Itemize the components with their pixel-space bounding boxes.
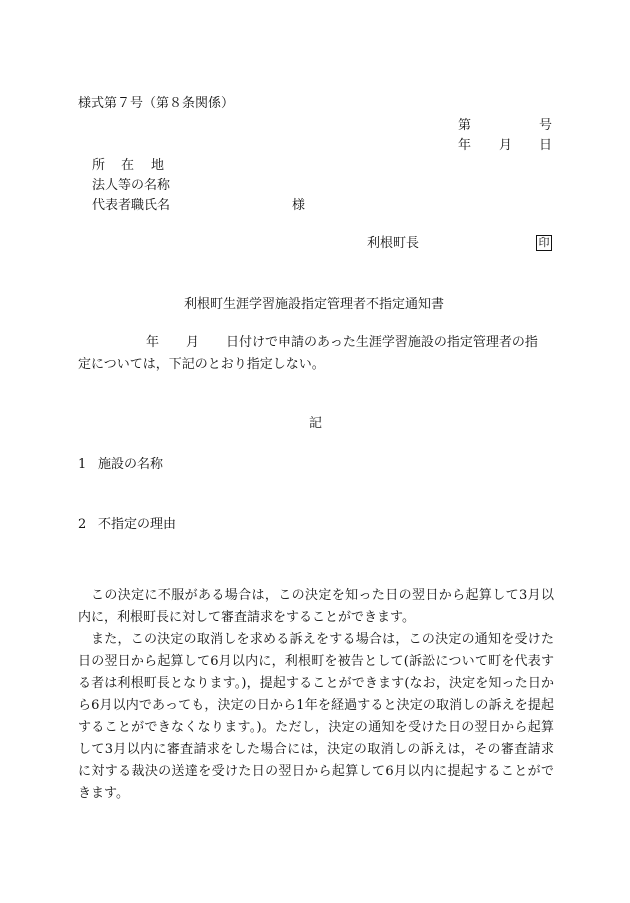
ki-heading: 記 (309, 416, 323, 431)
item-2-label: 不指定の理由 (98, 517, 177, 532)
intro-year: 年 (146, 335, 160, 350)
location-char-3: 地 (151, 158, 165, 173)
seal-mark: 印 (536, 235, 552, 251)
location-char-1: 所 (92, 158, 106, 173)
notice-paragraph-1: この決定に不服がある場合は，この決定を知った日の翌日から起算して3月以内に，利根町長に対して審査請求をすることができます。 (78, 588, 554, 625)
item-1-label: 施設の名称 (98, 457, 164, 472)
number-go: 号 (539, 118, 553, 133)
form-label: 様式第７号（第８条関係） (78, 96, 235, 111)
number-dai: 第 (458, 118, 472, 133)
corp-name-label: 法人等の名称 (92, 178, 171, 193)
date-day: 日 (539, 138, 553, 153)
intro-line2: 定については，下記のとおり指定しない。 (78, 357, 325, 372)
sama-label: 様 (292, 198, 306, 213)
date-month: 月 (499, 138, 513, 153)
item-1-number: 1 (78, 457, 87, 472)
rep-name-label: 代表者職氏名 (92, 198, 171, 213)
intro-line1-rest: 日付けで申請のあった生涯学習施設の指定管理者の指 (226, 335, 538, 350)
item-2-number: 2 (78, 517, 87, 532)
issuer-title: 利根町長 (367, 236, 420, 251)
date-year: 年 (458, 138, 472, 153)
document-title: 利根町生涯学習施設指定管理者不指定通知書 (184, 297, 445, 312)
location-char-2: 在 (121, 158, 135, 173)
notice-paragraph-2: また，この決定の取消しを求める訴えをする場合は，この決定の通知を受けた日の翌日から起算して6月以内に，利根町を被告として(訴訟について町を代表する者は利根町長となります。)，提起することができます(なお，決定を知った日から6月以内であっても，決定の日から1年を経過すると決定の取消しの訴えを提起することができなくなります。)。ただし，決定の通知を受けた日の翌日から起算して3月以内に審査請求をした場合には，決定の取消しの訴えは，その審査請求に対する裁決の送達を受けた日の翌日から起算して6月以内に提起することができます。 (78, 632, 554, 801)
intro-month: 月 (186, 335, 200, 350)
